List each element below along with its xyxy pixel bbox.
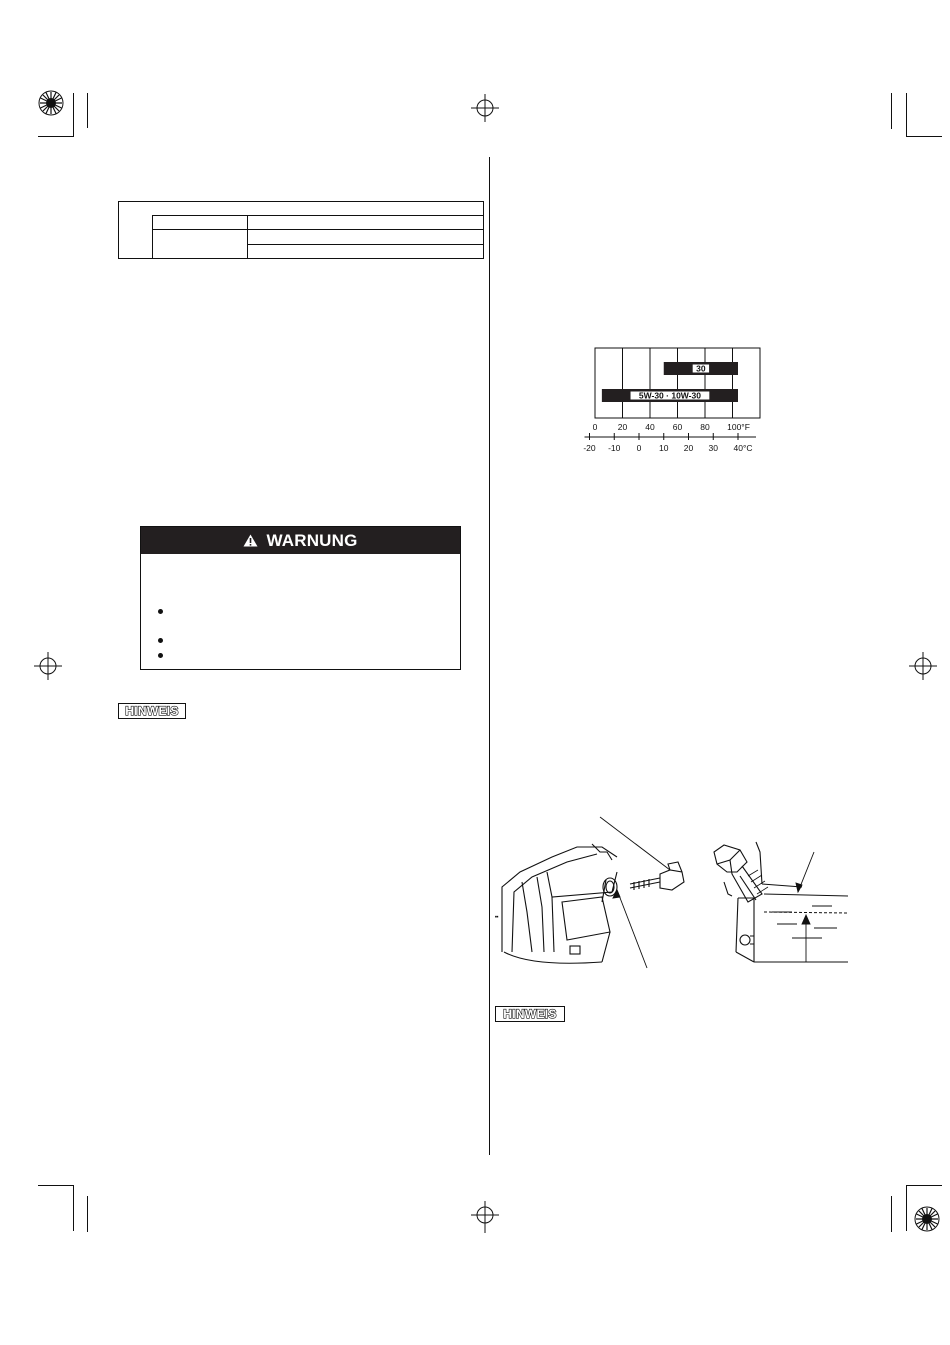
crosshair-right-icon [908,651,938,681]
table-divider [152,215,153,259]
chart-tick-label-fahrenheit: 40 [645,422,655,432]
bullet-point [158,653,163,658]
crop-mark [906,93,907,137]
chart-tick-label-fahrenheit: 60 [672,422,683,432]
crop-mark [38,1185,74,1186]
table-divider [152,215,483,216]
bullet-point [158,638,163,643]
chart-tick-label-celsius: 10 [659,443,669,453]
crop-mark [891,93,892,129]
chart-tick-label-fahrenheit: 80 [700,422,710,432]
chart-tick-label-fahrenheit: 20 [617,422,628,432]
warning-title: WARNUNG [266,530,358,550]
notice-label: HINWEIS [125,704,179,718]
spec-table [118,201,484,259]
chart-tick-label-celsius: 20 [683,443,694,453]
crosshair-bottom-icon [470,1200,500,1234]
crosshair-left-icon [33,651,63,681]
warning-triangle-icon [243,534,258,547]
chart-tick-label-celsius: -20 [583,443,596,453]
warning-header [141,527,460,554]
warning-box [140,526,461,670]
chart-tick-label-celsius: 40°C [733,443,753,453]
chart-tick-label-celsius: -10 [608,443,621,453]
column-divider [489,157,490,1155]
oil-viscosity-chart [580,340,770,455]
crop-mark [906,136,942,137]
notice-badge [495,1006,565,1022]
svg-text:..: .. [495,913,499,919]
crosshair-top-icon [470,94,500,124]
notice-badge [118,703,186,719]
chart-tick-label-celsius: 0 [636,443,642,453]
crop-mark [906,1185,942,1186]
crop-mark [891,1196,892,1232]
chart-bar-label: 5W-30 · 10W-30 [638,390,701,401]
chart-tick-label-fahrenheit: 100°F [727,422,750,432]
chart-bar-label: 30 [696,363,706,374]
crop-mark [87,1196,88,1232]
notice-label: HINWEIS [503,1007,557,1021]
table-divider [152,229,483,230]
crop-mark [906,1185,907,1231]
registration-mark-bottom-right-icon [910,1202,944,1236]
chart-tick-label-fahrenheit: 0 [592,422,598,432]
registration-mark-top-left-icon [34,88,74,128]
table-divider [247,215,248,259]
chart-tick-label-celsius: 30 [708,443,718,453]
bullet-point [158,609,163,614]
crop-mark [87,93,88,128]
crop-mark [73,93,74,137]
crop-mark [73,1185,74,1231]
oil-filler-cap-illustration [492,812,858,972]
table-divider [247,244,483,245]
crop-mark [38,136,74,137]
